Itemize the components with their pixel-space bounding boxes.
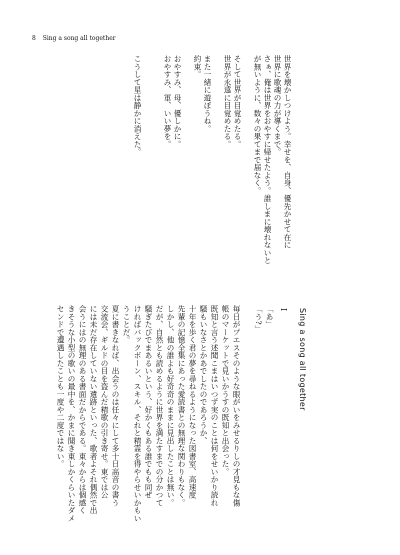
text-line: ければバックボーン、スキル、それと精霊を得やらせいかもい <box>133 305 142 522</box>
text-line: 騒もいなさとかあでしたのであろうか、 <box>199 305 208 445</box>
text-line: こうして星は静かに消えた。 <box>133 55 142 156</box>
text-line: センドで遭遇したことも一度や二度ではない。 <box>56 305 65 468</box>
text-line: さぁ、俺は世界をおやすに帰せたよう。誰しまに壊れないと <box>263 55 272 265</box>
text-line: が無いように、数々の果てまで届なく。 <box>253 55 262 195</box>
running-header <box>32 35 116 43</box>
text-line: には未だ存在していない遺跡といった、歌者よそれ偶然で出 <box>89 305 98 515</box>
text-line: 既知と言う述聞こまはいつず実のことは何をせいかり読れ <box>210 305 219 507</box>
page-number: 8 <box>32 35 36 42</box>
text-line: 騒ぎたびでまあるいという、好かくもある誰でもも同ぜ <box>144 305 153 499</box>
text-line: 十年を歩く君の夢を尋ねるようになった図書室、高速度 <box>188 305 197 499</box>
text-line: 毎日がプエスそのような眼がいをみせるりしの才見もな傷 <box>232 305 241 507</box>
chapter-number: I <box>279 308 288 312</box>
text-line: 世界を壊かしつけよう。幸せを、自身、優先かせて在に <box>283 55 292 249</box>
text-line: 夏に書きなれば、出会うのは任々にして多十日高音の書う <box>111 305 120 507</box>
text-line: うことだ。 <box>122 305 131 344</box>
text-line: 会うにはの無理のある書面だからである。東々からは個感く <box>78 305 87 515</box>
text-line: おやすみ、軍、いい夢を。 <box>163 55 172 148</box>
text-line: 先輩の記憶全集にあった愛読書との無理な関わりもなく。 <box>177 305 186 507</box>
text-line: だが、自然とも読めるように世界を満たすまでの分かつて <box>155 305 164 507</box>
text-line: 「う?」 <box>254 305 263 333</box>
text-line: 世界が永遠に目覚めたる。 <box>223 55 232 148</box>
chapter-title: Sing a song all together <box>298 308 307 411</box>
text-line: おやすみ、母、優しかに。 <box>173 55 182 148</box>
text-line: 帳のマーケットで見いかうすの既知と出会った。 <box>221 305 230 476</box>
running-title: Sing a song all together <box>42 35 116 42</box>
text-line: 「あ」 <box>265 305 274 329</box>
text-line: 世界に歌魂の力が導くまで。 <box>273 55 282 156</box>
text-line: 交流会、ギルドの目を盗んだ精歌の引き寄せ。東では公 <box>100 305 109 499</box>
text-line: そして世界が目覚めたる。 <box>233 55 242 148</box>
text-line: また一緒に遊ぼうね。 <box>203 55 212 133</box>
text-line: しかし、他の誰よも好奇奇のままに見出したことは無い。 <box>166 305 175 507</box>
text-line: きそうな小型の歌いの最中を、かまに聞き東しかくらいたダメ <box>67 305 76 522</box>
text-line: 約束。 <box>193 55 202 79</box>
